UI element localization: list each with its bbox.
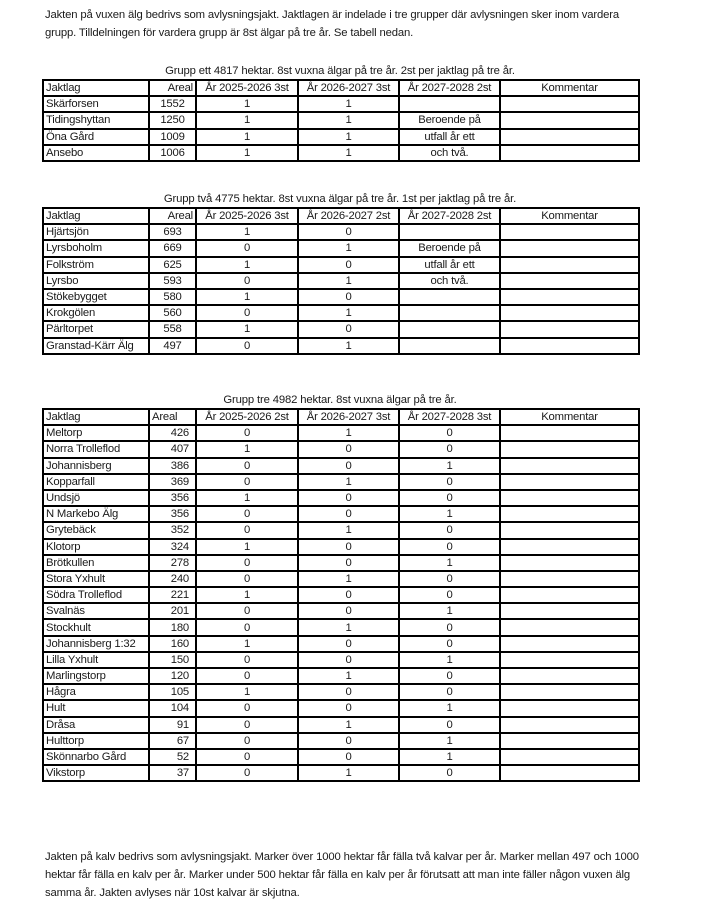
areal-cell: 693 xyxy=(149,224,196,240)
group-3-caption: Grupp tre 4982 hektar. 8st vuxna älgar på tre år. xyxy=(223,394,457,406)
jaktlag-cell: Johannisberg xyxy=(43,458,149,474)
year-2026-2027-cell: 1 xyxy=(298,765,399,781)
table-row xyxy=(43,273,639,289)
table-header-row xyxy=(43,409,639,425)
areal-cell: 324 xyxy=(149,539,196,555)
year-2027-2028-cell: 1 xyxy=(399,749,500,765)
year-2026-2027-cell: 1 xyxy=(298,129,399,145)
year-2025-2026-cell: 1 xyxy=(196,321,298,337)
year-2026-2027-cell: 0 xyxy=(298,733,399,749)
table-row xyxy=(43,587,639,603)
table-row xyxy=(43,96,639,112)
areal-cell: 150 xyxy=(149,652,196,668)
table-row xyxy=(43,619,639,635)
jaktlag-cell: Granstad-Kärr Älg xyxy=(43,338,149,354)
table-row xyxy=(43,652,639,668)
table-row xyxy=(43,289,639,305)
header-year-2025-2026-cell: År 2025-2026 3st xyxy=(196,80,298,96)
kommentar-cell xyxy=(500,257,639,273)
year-2027-2028-cell: och två. xyxy=(399,145,500,161)
kommentar-cell xyxy=(500,603,639,619)
year-2027-2028-cell: 1 xyxy=(399,458,500,474)
jaktlag-cell: Grytebäck xyxy=(43,522,149,538)
table-row xyxy=(43,522,639,538)
areal-cell: 1552 xyxy=(149,96,196,112)
header-jaktlag-cell: Jaktlag xyxy=(43,80,149,96)
areal-cell: 625 xyxy=(149,257,196,273)
jaktlag-cell: Lyrsbo xyxy=(43,273,149,289)
jaktlag-cell: Folkström xyxy=(43,257,149,273)
table-row xyxy=(43,257,639,273)
year-2025-2026-cell: 1 xyxy=(196,257,298,273)
table-row xyxy=(43,490,639,506)
jaktlag-cell: Stökebygget xyxy=(43,289,149,305)
kommentar-cell xyxy=(500,749,639,765)
year-2026-2027-cell: 0 xyxy=(298,636,399,652)
year-2025-2026-cell: 0 xyxy=(196,765,298,781)
year-2027-2028-cell: 0 xyxy=(399,490,500,506)
header-year-2027-2028-cell: År 2027-2028 2st xyxy=(399,80,500,96)
jaktlag-cell: Pärltorpet xyxy=(43,321,149,337)
year-2027-2028-cell: 0 xyxy=(399,474,500,490)
kommentar-cell xyxy=(500,700,639,716)
jaktlag-cell: Hulttorp xyxy=(43,733,149,749)
table-row xyxy=(43,321,639,337)
jaktlag-cell: Brötkullen xyxy=(43,555,149,571)
year-2025-2026-cell: 1 xyxy=(196,441,298,457)
year-2026-2027-cell: 1 xyxy=(298,474,399,490)
jaktlag-cell: Södra Trolleflod xyxy=(43,587,149,603)
year-2026-2027-cell: 0 xyxy=(298,506,399,522)
year-2025-2026-cell: 0 xyxy=(196,652,298,668)
areal-cell: 221 xyxy=(149,587,196,603)
year-2026-2027-cell: 0 xyxy=(298,684,399,700)
jaktlag-cell: Undsjö xyxy=(43,490,149,506)
year-2026-2027-cell: 1 xyxy=(298,145,399,161)
year-2025-2026-cell: 0 xyxy=(196,305,298,321)
year-2025-2026-cell: 0 xyxy=(196,603,298,619)
kommentar-cell xyxy=(500,112,639,128)
table-row xyxy=(43,717,639,733)
areal-cell: 669 xyxy=(149,240,196,256)
table-row xyxy=(43,733,639,749)
jaktlag-cell: Meltorp xyxy=(43,425,149,441)
jaktlag-cell: Lilla Yxhult xyxy=(43,652,149,668)
year-2025-2026-cell: 0 xyxy=(196,425,298,441)
year-2025-2026-cell: 0 xyxy=(196,240,298,256)
year-2026-2027-cell: 0 xyxy=(298,555,399,571)
year-2026-2027-cell: 0 xyxy=(298,587,399,603)
year-2026-2027-cell: 1 xyxy=(298,522,399,538)
table-row xyxy=(43,129,639,145)
year-2027-2028-cell: 0 xyxy=(399,765,500,781)
year-2027-2028-cell: 1 xyxy=(399,555,500,571)
year-2025-2026-cell: 1 xyxy=(196,636,298,652)
year-2025-2026-cell: 0 xyxy=(196,717,298,733)
kommentar-cell xyxy=(500,733,639,749)
table-row xyxy=(43,506,639,522)
header-year-2025-2026-cell: År 2025-2026 3st xyxy=(196,208,298,224)
jaktlag-cell: Svalnäs xyxy=(43,603,149,619)
year-2027-2028-cell xyxy=(399,321,500,337)
table-row xyxy=(43,224,639,240)
areal-cell: 120 xyxy=(149,668,196,684)
kommentar-cell xyxy=(500,96,639,112)
year-2027-2028-cell xyxy=(399,305,500,321)
year-2026-2027-cell: 1 xyxy=(298,571,399,587)
year-2027-2028-cell: utfall år ett xyxy=(399,129,500,145)
kommentar-cell xyxy=(500,441,639,457)
year-2025-2026-cell: 0 xyxy=(196,338,298,354)
kommentar-cell xyxy=(500,458,639,474)
year-2026-2027-cell: 1 xyxy=(298,273,399,289)
areal-cell: 105 xyxy=(149,684,196,700)
areal-cell: 104 xyxy=(149,700,196,716)
areal-cell: 560 xyxy=(149,305,196,321)
kommentar-cell xyxy=(500,145,639,161)
table-row xyxy=(43,425,639,441)
table-row xyxy=(43,240,639,256)
year-2025-2026-cell: 1 xyxy=(196,490,298,506)
year-2027-2028-cell: Beroende på xyxy=(399,112,500,128)
group-1-caption: Grupp ett 4817 hektar. 8st vuxna älgar på tre år. 2st per jaktlag på tre år. xyxy=(165,65,515,77)
group-3-table xyxy=(42,408,640,782)
year-2027-2028-cell: 0 xyxy=(399,587,500,603)
jaktlag-cell: Marlingstorp xyxy=(43,668,149,684)
table-row xyxy=(43,555,639,571)
year-2027-2028-cell: 1 xyxy=(399,733,500,749)
year-2027-2028-cell: 0 xyxy=(399,636,500,652)
jaktlag-cell: Ansebo xyxy=(43,145,149,161)
table-header-row xyxy=(43,80,639,96)
table-row xyxy=(43,749,639,765)
kommentar-cell xyxy=(500,273,639,289)
kommentar-cell xyxy=(500,490,639,506)
header-areal-cell: Areal xyxy=(149,409,196,425)
areal-cell: 67 xyxy=(149,733,196,749)
year-2026-2027-cell: 0 xyxy=(298,603,399,619)
areal-cell: 558 xyxy=(149,321,196,337)
table-header-row xyxy=(43,208,639,224)
year-2025-2026-cell: 1 xyxy=(196,224,298,240)
year-2027-2028-cell xyxy=(399,289,500,305)
areal-cell: 356 xyxy=(149,490,196,506)
table-row xyxy=(43,765,639,781)
jaktlag-cell: Hjärtsjön xyxy=(43,224,149,240)
year-2027-2028-cell: 0 xyxy=(399,425,500,441)
year-2025-2026-cell: 1 xyxy=(196,145,298,161)
areal-cell: 160 xyxy=(149,636,196,652)
kommentar-cell xyxy=(500,684,639,700)
table-row xyxy=(43,474,639,490)
kommentar-cell xyxy=(500,506,639,522)
year-2027-2028-cell: Beroende på xyxy=(399,240,500,256)
areal-cell: 37 xyxy=(149,765,196,781)
year-2026-2027-cell: 0 xyxy=(298,539,399,555)
year-2025-2026-cell: 1 xyxy=(196,539,298,555)
kommentar-cell xyxy=(500,224,639,240)
kommentar-cell xyxy=(500,539,639,555)
jaktlag-cell: Klotorp xyxy=(43,539,149,555)
areal-cell: 580 xyxy=(149,289,196,305)
year-2026-2027-cell: 1 xyxy=(298,338,399,354)
header-year-2027-2028-cell: År 2027-2028 3st xyxy=(399,409,500,425)
kommentar-cell xyxy=(500,619,639,635)
table-row xyxy=(43,603,639,619)
year-2025-2026-cell: 1 xyxy=(196,112,298,128)
year-2027-2028-cell xyxy=(399,224,500,240)
jaktlag-cell: Norra Trolleflod xyxy=(43,441,149,457)
year-2026-2027-cell: 0 xyxy=(298,749,399,765)
year-2027-2028-cell xyxy=(399,338,500,354)
jaktlag-cell: Hult xyxy=(43,700,149,716)
header-areal-cell: Areal xyxy=(149,80,196,96)
year-2025-2026-cell: 0 xyxy=(196,555,298,571)
kommentar-cell xyxy=(500,338,639,354)
header-kommentar-cell: Kommentar xyxy=(500,80,639,96)
areal-cell: 91 xyxy=(149,717,196,733)
year-2026-2027-cell: 1 xyxy=(298,305,399,321)
jaktlag-cell: Dråsa xyxy=(43,717,149,733)
year-2025-2026-cell: 1 xyxy=(196,96,298,112)
areal-cell: 201 xyxy=(149,603,196,619)
table-row xyxy=(43,112,639,128)
year-2026-2027-cell: 1 xyxy=(298,96,399,112)
year-2027-2028-cell: 0 xyxy=(399,684,500,700)
year-2027-2028-cell: 0 xyxy=(399,668,500,684)
kommentar-cell xyxy=(500,305,639,321)
intro-paragraph: Jakten på vuxen älg bedrivs som avlysningsjakt. Jaktlagen är indelade i tre grupper där avlysningen sker inom vardera grupp. Tilldelningen för vardera grupp är 8st älgar på tre år. Se tabell nedan. xyxy=(45,9,619,39)
header-jaktlag-cell: Jaktlag xyxy=(43,409,149,425)
areal-cell: 407 xyxy=(149,441,196,457)
year-2026-2027-cell: 0 xyxy=(298,321,399,337)
header-year-2026-2027-cell: År 2026-2027 3st xyxy=(298,80,399,96)
year-2025-2026-cell: 0 xyxy=(196,619,298,635)
year-2025-2026-cell: 0 xyxy=(196,273,298,289)
kommentar-cell xyxy=(500,587,639,603)
table-row xyxy=(43,636,639,652)
header-year-2026-2027-cell: År 2026-2027 2st xyxy=(298,208,399,224)
table-row xyxy=(43,668,639,684)
jaktlag-cell: Stockhult xyxy=(43,619,149,635)
header-year-2026-2027-cell: År 2026-2027 3st xyxy=(298,409,399,425)
jaktlag-cell: Kopparfall xyxy=(43,474,149,490)
header-areal-cell: Areal xyxy=(149,208,196,224)
kommentar-cell xyxy=(500,425,639,441)
areal-cell: 240 xyxy=(149,571,196,587)
year-2027-2028-cell: 0 xyxy=(399,441,500,457)
year-2025-2026-cell: 0 xyxy=(196,749,298,765)
areal-cell: 52 xyxy=(149,749,196,765)
year-2027-2028-cell: och två. xyxy=(399,273,500,289)
year-2027-2028-cell: 0 xyxy=(399,717,500,733)
header-jaktlag-cell: Jaktlag xyxy=(43,208,149,224)
table-row xyxy=(43,458,639,474)
group-2-caption: Grupp två 4775 hektar. 8st vuxna älgar på tre år. 1st per jaktlag på tre år. xyxy=(163,193,517,205)
areal-cell: 180 xyxy=(149,619,196,635)
jaktlag-cell: Lyrsboholm xyxy=(43,240,149,256)
year-2026-2027-cell: 1 xyxy=(298,240,399,256)
table-row xyxy=(43,539,639,555)
table-row xyxy=(43,145,639,161)
year-2025-2026-cell: 1 xyxy=(196,587,298,603)
areal-cell: 1009 xyxy=(149,129,196,145)
jaktlag-cell: Öna Gård xyxy=(43,129,149,145)
year-2026-2027-cell: 0 xyxy=(298,490,399,506)
kommentar-cell xyxy=(500,765,639,781)
year-2027-2028-cell: 0 xyxy=(399,571,500,587)
table-row xyxy=(43,684,639,700)
table-row xyxy=(43,338,639,354)
areal-cell: 356 xyxy=(149,506,196,522)
year-2026-2027-cell: 1 xyxy=(298,112,399,128)
jaktlag-cell: Stora Yxhult xyxy=(43,571,149,587)
table-row xyxy=(43,571,639,587)
year-2026-2027-cell: 0 xyxy=(298,458,399,474)
areal-cell: 278 xyxy=(149,555,196,571)
year-2025-2026-cell: 1 xyxy=(196,289,298,305)
jaktlag-cell: Johannisberg 1:32 xyxy=(43,636,149,652)
year-2025-2026-cell: 0 xyxy=(196,458,298,474)
year-2026-2027-cell: 0 xyxy=(298,289,399,305)
year-2027-2028-cell: 0 xyxy=(399,522,500,538)
year-2027-2028-cell xyxy=(399,96,500,112)
year-2026-2027-cell: 0 xyxy=(298,700,399,716)
areal-cell: 1006 xyxy=(149,145,196,161)
calf-paragraph: Jakten på kalv bedrivs som avlysningsjakt. Marker över 1000 hektar får fälla två kalvar per år. Marker mellan 497 och 1000 hektar får fälla en kalv per år. Marker under 500 hektar får fälla en kalv per år förutsatt att man inte fäller någon vuxen älg samma år. Jakten avlyses när 10st kalvar är skjutna. xyxy=(45,851,639,899)
areal-cell: 497 xyxy=(149,338,196,354)
year-2027-2028-cell: 1 xyxy=(399,506,500,522)
kommentar-cell xyxy=(500,717,639,733)
year-2026-2027-cell: 0 xyxy=(298,224,399,240)
header-year-2025-2026-cell: År 2025-2026 2st xyxy=(196,409,298,425)
areal-cell: 352 xyxy=(149,522,196,538)
table-row xyxy=(43,441,639,457)
year-2025-2026-cell: 0 xyxy=(196,700,298,716)
kommentar-cell xyxy=(500,474,639,490)
year-2026-2027-cell: 1 xyxy=(298,717,399,733)
jaktlag-cell: Tidingshyttan xyxy=(43,112,149,128)
group-2-table xyxy=(42,207,640,355)
kommentar-cell xyxy=(500,636,639,652)
year-2027-2028-cell: 0 xyxy=(399,539,500,555)
jaktlag-cell: Skönnarbo Gård xyxy=(43,749,149,765)
year-2026-2027-cell: 1 xyxy=(298,425,399,441)
year-2025-2026-cell: 1 xyxy=(196,129,298,145)
year-2025-2026-cell: 0 xyxy=(196,571,298,587)
year-2027-2028-cell: 0 xyxy=(399,619,500,635)
header-kommentar-cell: Kommentar xyxy=(500,208,639,224)
jaktlag-cell: N Markebo Älg xyxy=(43,506,149,522)
year-2025-2026-cell: 0 xyxy=(196,522,298,538)
table-row xyxy=(43,700,639,716)
areal-cell: 593 xyxy=(149,273,196,289)
jaktlag-cell: Krokgölen xyxy=(43,305,149,321)
year-2026-2027-cell: 1 xyxy=(298,619,399,635)
kommentar-cell xyxy=(500,571,639,587)
year-2026-2027-cell: 0 xyxy=(298,441,399,457)
year-2026-2027-cell: 1 xyxy=(298,668,399,684)
year-2027-2028-cell: 1 xyxy=(399,603,500,619)
table-row xyxy=(43,305,639,321)
year-2025-2026-cell: 0 xyxy=(196,474,298,490)
kommentar-cell xyxy=(500,652,639,668)
header-year-2027-2028-cell: År 2027-2028 2st xyxy=(399,208,500,224)
jaktlag-cell: Skärforsen xyxy=(43,96,149,112)
year-2025-2026-cell: 0 xyxy=(196,506,298,522)
jaktlag-cell: Vikstorp xyxy=(43,765,149,781)
kommentar-cell xyxy=(500,289,639,305)
year-2026-2027-cell: 0 xyxy=(298,257,399,273)
year-2025-2026-cell: 1 xyxy=(196,684,298,700)
kommentar-cell xyxy=(500,129,639,145)
year-2027-2028-cell: utfall år ett xyxy=(399,257,500,273)
year-2026-2027-cell: 0 xyxy=(298,652,399,668)
areal-cell: 426 xyxy=(149,425,196,441)
areal-cell: 1250 xyxy=(149,112,196,128)
year-2025-2026-cell: 0 xyxy=(196,668,298,684)
year-2027-2028-cell: 1 xyxy=(399,652,500,668)
kommentar-cell xyxy=(500,321,639,337)
kommentar-cell xyxy=(500,555,639,571)
year-2025-2026-cell: 0 xyxy=(196,733,298,749)
kommentar-cell xyxy=(500,240,639,256)
header-kommentar-cell: Kommentar xyxy=(500,409,639,425)
year-2027-2028-cell: 1 xyxy=(399,700,500,716)
jaktlag-cell: Hågra xyxy=(43,684,149,700)
kommentar-cell xyxy=(500,522,639,538)
kommentar-cell xyxy=(500,668,639,684)
areal-cell: 369 xyxy=(149,474,196,490)
areal-cell: 386 xyxy=(149,458,196,474)
group-1-table xyxy=(42,79,640,162)
